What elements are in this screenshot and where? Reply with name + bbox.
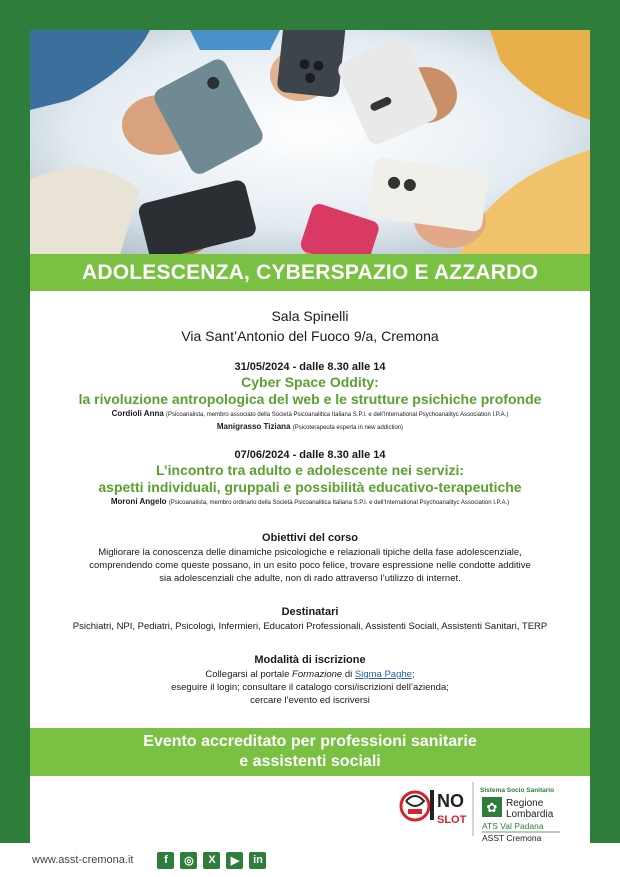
title-banner (30, 254, 590, 291)
objectives-heading: Obiettivi del corso (262, 532, 358, 544)
registration-portal-name: Formazione (292, 669, 343, 680)
hero-illustration (30, 30, 590, 254)
speaker-name: Manigrasso Tiziana (216, 422, 291, 431)
session-1-speaker-2 (30, 421, 590, 434)
page-title: ADOLESCENZA, CYBERSPAZIO E AZZARDO (82, 260, 538, 284)
instagram-icon[interactable]: ◎ (180, 852, 197, 869)
poster (30, 30, 590, 843)
registration-suffix: ; (411, 669, 415, 680)
noslot-slot-text: SLOT (437, 814, 467, 826)
registration-line-2: eseguire il login; consultare il catalogo corsi/iscrizioni dell’azienda; (171, 682, 449, 693)
logos-area (30, 776, 590, 843)
registration-line-1 (30, 668, 590, 681)
session-2-title-line2: aspetti individuali, gruppali e possibilità educativo-terapeutiche (98, 479, 522, 495)
session-2-title-line1: L’incontro tra adulto e adolescente nei servizi: (155, 462, 465, 478)
regione-lombardia-logo (480, 787, 560, 843)
accreditation-line-1: Evento accreditato per professioni sanitarie (143, 733, 477, 750)
speaker-role: (Psicoanalista, membro ordinario della Società Psicoanalitica Italiana S.P.I. e dell’International Psychoanalityc Association I.P.A.) (168, 500, 510, 506)
speaker-role: (Psicoterapeuta esperta in new addiction) (292, 425, 404, 431)
objectives-line-2: comprendendo come queste possano, in un esito poco felice, trovare espressione nelle condotte additive (89, 560, 531, 571)
linkedin-icon[interactable]: in (249, 852, 266, 869)
session-1-title-line1: Cyber Space Oddity: (241, 374, 379, 390)
hero-photo-smartphones (30, 30, 590, 254)
speaker-role: (Psicoanalista, membro associato della Società Psicoanalitica Italiana S.P.I. e dell’International Psychoanalityc Association I.P.A.) (166, 412, 509, 418)
registration-prefix: Collegarsi al portale (205, 669, 293, 680)
session-2 (30, 448, 590, 509)
session-1-date: 31/05/2024 - dalle 8.30 alle 14 (234, 361, 386, 373)
footer (0, 843, 620, 877)
svg-text:✿: ✿ (486, 801, 498, 816)
main-content (30, 306, 590, 707)
noslot-no-text: NO (437, 791, 464, 811)
venue (30, 306, 590, 346)
speaker-name: Cordioli Anna (111, 409, 164, 418)
youtube-icon[interactable]: ▶ (226, 852, 243, 869)
session-1-speaker-1 (30, 408, 590, 421)
noslot-logo (401, 790, 467, 826)
objectives-line-1: Migliorare la conoscenza delle dinamiche psicologiche e relazionali tipiche della fase adolescenziale, (98, 547, 522, 558)
asst-text: ASST Cremona (482, 833, 542, 843)
venue-name: Sala Spinelli (271, 308, 349, 324)
session-1-title-line2: la rivoluzione antropologica del web e le strutture psichiche profonde (78, 391, 542, 407)
venue-address: Via Sant’Antonio del Fuoco 9/a, Cremona (181, 328, 439, 344)
audience-heading: Destinatari (281, 606, 339, 618)
session-2-date: 07/06/2024 - dalle 8.30 alle 14 (234, 449, 386, 461)
speaker-name: Moroni Angelo (110, 497, 167, 506)
ats-text: ATS Val Padana (482, 821, 544, 831)
partner-logos (30, 776, 590, 843)
registration-line-3: cercare l’evento ed iscriversi (250, 695, 370, 706)
audience-text: Psichiatri, NPI, Pediatri, Psicologi, Infermieri, Educatori Professionali, Assistenti Sociali, Assistenti Sanitari, TERP (72, 621, 548, 632)
registration-mid: di (342, 669, 355, 680)
sigma-paghe-link[interactable]: Sigma Paghe (354, 669, 412, 680)
registration-heading: Modalità di iscrizione (254, 654, 366, 666)
audience-section (30, 605, 590, 633)
website-url[interactable]: www.asst-cremona.it (32, 854, 134, 866)
objectives-line-3: sia adolescenziali che adulte, non di rado attraverso l’utilizzo di internet. (159, 573, 461, 584)
lombardia-text: Lombardia (506, 809, 554, 820)
objectives-section (30, 531, 590, 585)
facebook-icon[interactable]: f (157, 852, 174, 869)
session-1 (30, 360, 590, 434)
accreditation-line-2: e assistenti sociali (239, 753, 381, 770)
system-label: Sistema Socio Sanitario (480, 787, 555, 794)
session-2-speaker-1 (30, 496, 590, 509)
accreditation-banner (30, 728, 590, 776)
regione-text: Regione (506, 798, 544, 809)
x-icon[interactable]: X (203, 852, 220, 869)
registration-section (30, 653, 590, 707)
